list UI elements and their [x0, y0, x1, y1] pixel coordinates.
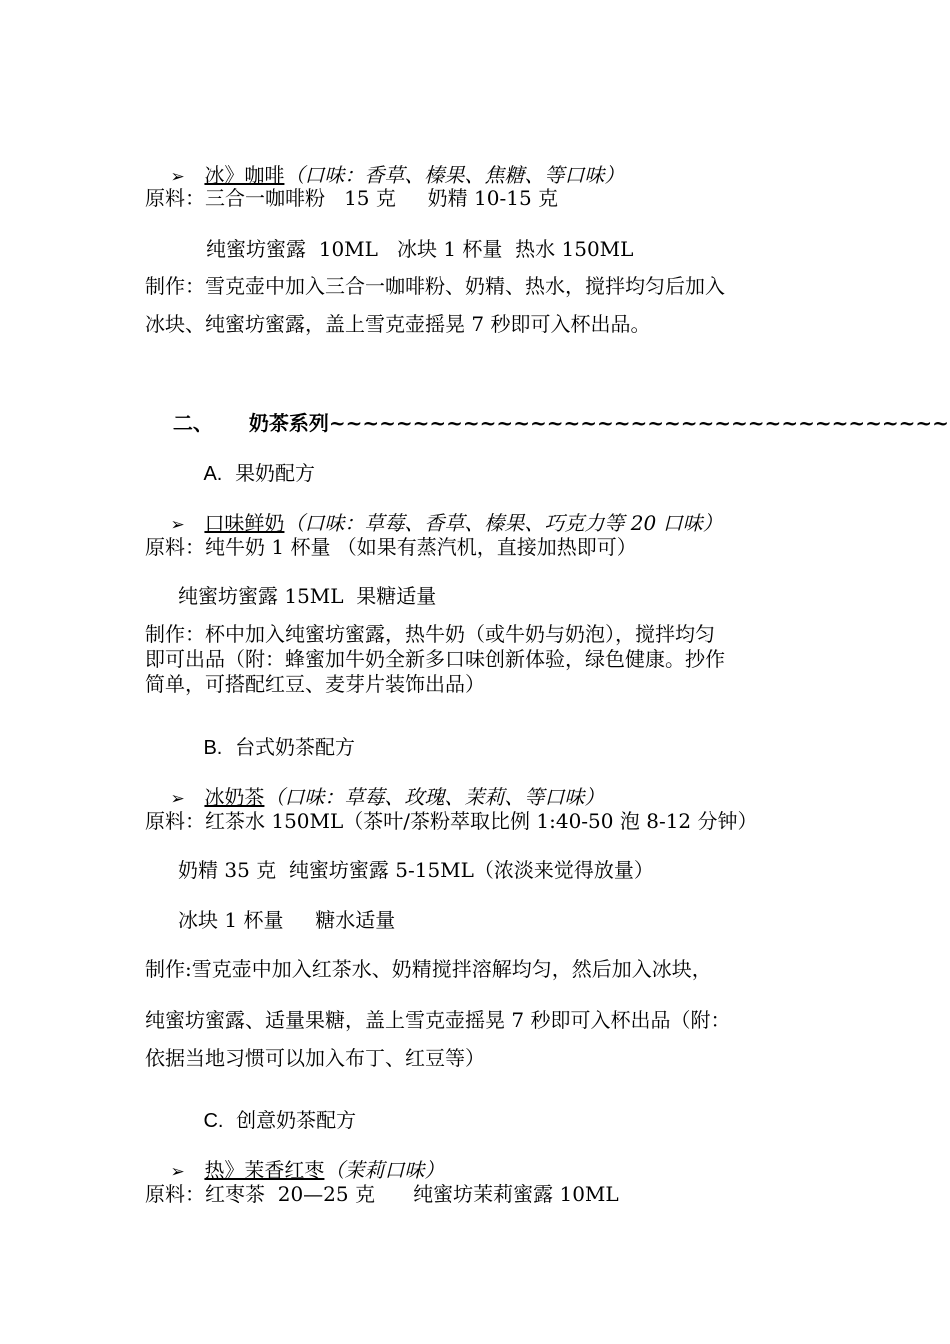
- recipe-name: 热》茉香红枣: [204, 1158, 325, 1182]
- subsection-label: A.: [203, 463, 223, 485]
- method-line: 依据当地习惯可以加入布丁、红豆等）: [145, 1046, 485, 1070]
- method-line: 简单，可搭配红豆、麦芽片装饰出品）: [145, 672, 485, 696]
- ingredients-line: 原料：红枣茶 20—25 克 纯蜜坊茉莉蜜露 10ML: [145, 1182, 619, 1206]
- ingredients-line: 纯蜜坊蜜露 15ML 果糖适量: [178, 584, 437, 608]
- subsection-label: C.: [203, 1110, 224, 1132]
- recipe-flavors: （口味：草莓、香草、榛果、巧克力等 20 口味）: [284, 511, 723, 535]
- arrow-bullet-icon: ➢: [170, 789, 185, 809]
- recipe-name: 冰奶茶: [204, 785, 265, 809]
- method-line: 冰块、纯蜜坊蜜露，盖上雪克壶摇晃 7 秒即可入杯出品。: [145, 312, 651, 336]
- subsection-title: 台式奶茶配方: [235, 735, 356, 759]
- method-line: 即可出品（附：蜂蜜加牛奶全新多口味创新体验，绿色健康。抄作: [145, 647, 725, 671]
- ingredients-line: 原料：三合一咖啡粉 15 克 奶精 10-15 克: [145, 186, 559, 210]
- method-line: 纯蜜坊蜜露、适量果糖，盖上雪克壶摇晃 7 秒即可入杯出品（附：: [145, 1008, 731, 1032]
- ingredients-line: 冰块 1 杯量 糖水适量: [178, 908, 396, 932]
- arrow-bullet-icon: ➢: [170, 515, 185, 535]
- section-title: 奶茶系列~~~~~~~~~~~~~~~~~~~~~~~~~~~~~~~~~~~~~: [248, 411, 949, 435]
- ingredients-line: 奶精 35 克 纯蜜坊蜜露 5-15ML（浓淡来觉得放量）: [178, 858, 654, 882]
- recipe-name: 冰》咖啡: [204, 163, 285, 187]
- method-line: 制作：杯中加入纯蜜坊蜜露，热牛奶（或牛奶与奶泡），搅拌均匀: [145, 622, 715, 646]
- method-line: 制作：雪克壶中加入三合一咖啡粉、奶精、热水，搅拌均匀后加入: [145, 274, 725, 298]
- ingredients-line: 纯蜜坊蜜露 10ML 冰块 1 杯量 热水 150ML: [206, 237, 634, 261]
- recipe-name: 口味鲜奶: [204, 511, 285, 535]
- recipe-flavors: （口味：草莓、玫瑰、茉莉、等口味）: [264, 785, 605, 809]
- ingredients-line: 原料：红茶水 150ML（茶叶/茶粉萃取比例 1:40-50 泡 8-12 分钟）: [145, 809, 758, 833]
- recipe-flavors: （口味：香草、榛果、焦糖、等口味）: [284, 163, 625, 187]
- arrow-bullet-icon: ➢: [170, 167, 185, 187]
- subsection-label: B.: [203, 737, 223, 759]
- subsection-title: 创意奶茶配方: [236, 1108, 357, 1132]
- ingredients-line: 原料：纯牛奶 1 杯量 （如果有蒸汽机，直接加热即可）: [145, 535, 637, 559]
- section-number: 二、: [172, 411, 213, 435]
- arrow-bullet-icon: ➢: [170, 1162, 185, 1182]
- subsection-title: 果奶配方: [235, 461, 316, 485]
- recipe-flavors: （茉莉口味）: [324, 1158, 445, 1182]
- method-line: 制作:雪克壶中加入红茶水、奶精搅拌溶解均匀，然后加入冰块，: [145, 957, 712, 981]
